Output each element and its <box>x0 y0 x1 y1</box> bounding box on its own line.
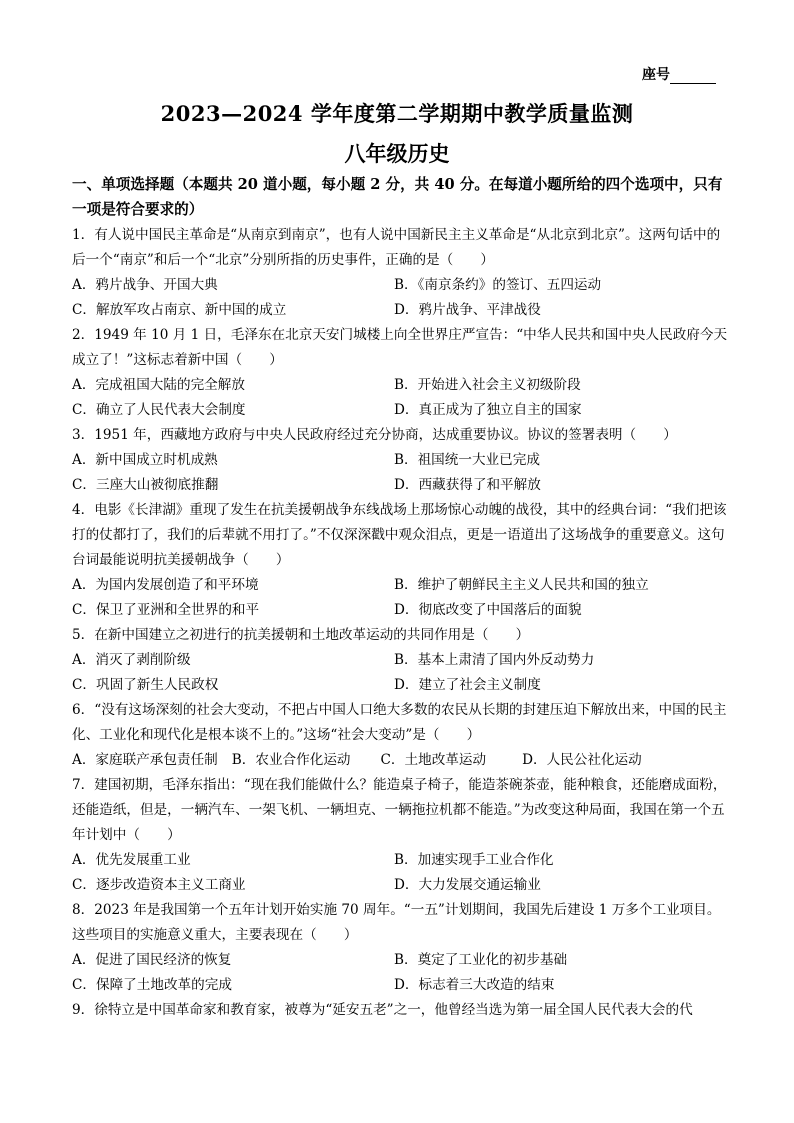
question-text: 2．1949 年 10 月 1 日，毛泽东在北京天安门城楼上向全世界庄严宣告：“中华人民共和国中央人民政府今天成立了！”这标志着新中国（ ） <box>72 327 728 368</box>
option-a: A．新中国成立时机成熟 <box>72 452 218 468</box>
option-c: C．保障了土地改革的完成 <box>72 977 232 993</box>
option-c: C．确立了人民代表大会制度 <box>72 402 246 418</box>
option-c: C．逐步改造资本主义工商业 <box>72 877 246 893</box>
option-b: B．农业合作化运动 <box>231 752 351 768</box>
option-d: D．建立了社会主义制度 <box>394 677 541 693</box>
options <box>72 748 732 773</box>
option-a: A．促进了国民经济的恢复 <box>72 952 232 968</box>
option-c: C．保卫了亚洲和全世界的和平 <box>72 602 260 618</box>
option-a: A．为国内发展创造了和平环境 <box>72 577 259 593</box>
question-text: 3．1951 年，西藏地方政府与中央人民政府经过充分协商，达成重要协议。协议的签署表明（ ） <box>72 427 677 443</box>
options <box>72 848 732 898</box>
seat-number-blank[interactable] <box>670 69 716 84</box>
seat-number-field <box>642 64 716 84</box>
options <box>72 273 732 323</box>
seat-number-label: 座号 <box>642 67 670 83</box>
option-b: B．基本上肃清了国内外反动势力 <box>394 652 595 668</box>
question-1 <box>72 223 732 323</box>
question-9 <box>72 998 732 1023</box>
option-d: D．人民公社化运动 <box>522 752 642 768</box>
question-3 <box>72 423 732 498</box>
options <box>72 948 732 998</box>
question-text: 5．在新中国建立之初进行的抗美援朝和土地改革运动的共同作用是（ ） <box>72 627 530 643</box>
exam-title: 2023—2024 学年度第二学期期中教学质量监测 <box>160 101 634 126</box>
question-6 <box>72 698 732 773</box>
option-c: C．解放军攻占南京、新中国的成立 <box>72 302 287 318</box>
question-text: 1．有人说中国民主革命是“从南京到南京”，也有人说中国新民主主义革命是“从北京到北京”。这两句话中的后一个“南京”和后一个“北京”分别所指的历史事件，正确的是（ ） <box>72 227 721 268</box>
option-b: B．祖国统一大业已完成 <box>394 452 540 468</box>
exam-subject: 八年级历史 <box>344 141 450 166</box>
options <box>72 573 732 623</box>
option-a: A．优先发展重工业 <box>72 852 191 868</box>
exam-content <box>72 172 732 1023</box>
question-text: 7．建国初期，毛泽东指出：“现在我们能做什么？能造桌子椅子，能造茶碗茶壶，能种粮食，还能磨成面粉，还能造纸，但是，一辆汽车、一架飞机、一辆坦克、一辆拖拉机都不能造。”为改变这种局面，我国在第一个五年计划中（ ） <box>72 777 727 843</box>
question-text: 6．“没有这场深刻的社会大变动，不把占中国人口绝大多数的农民从长期的封建压迫下解放出来，中国的民主化、工业化和现代化是根本谈不上的。”这场“社会大变动”是（ ） <box>72 702 727 743</box>
question-7 <box>72 773 732 898</box>
question-text: 4．电影《长津湖》重现了发生在抗美援朝战争东线战场上那场惊心动魄的战役，其中的经典台词：“我们把该打的仗都打了，我们的后辈就不用打了。”不仅深深戳中观众泪点，更是一语道出了这场战争的重要意义。这句台词最能说明抗美援朝战争（ ） <box>72 502 727 568</box>
option-d: D．大力发展交通运输业 <box>394 877 541 893</box>
question-4 <box>72 498 732 623</box>
options <box>72 448 732 498</box>
option-d: D．彻底改变了中国落后的面貌 <box>394 602 582 618</box>
option-b: B．奠定了工业化的初步基础 <box>394 952 568 968</box>
option-c: C．三座大山被彻底推翻 <box>72 477 219 493</box>
option-d: D．真正成为了独立自主的国家 <box>394 402 582 418</box>
question-text: 8．2023 年是我国第一个五年计划开始实施 70 周年。“一五”计划期间，我国先后建设 1 万多个工业项目。这些项目的实施意义重大，主要表现在（ ） <box>72 902 721 943</box>
option-d: D．西藏获得了和平解放 <box>394 477 541 493</box>
option-c: C．巩固了新生人民政权 <box>72 677 219 693</box>
option-b: B．《南京条约》的签订、五四运动 <box>394 277 602 293</box>
option-a: A．完成祖国大陆的完全解放 <box>72 377 245 393</box>
options <box>72 648 732 698</box>
options <box>72 373 732 423</box>
question-5 <box>72 623 732 698</box>
option-d: D．标志着三大改造的结束 <box>394 977 555 993</box>
option-a: A．消灭了剥削阶级 <box>72 652 191 668</box>
option-b: B．开始进入社会主义初级阶段 <box>394 377 581 393</box>
option-a: A．鸦片战争、开国大典 <box>72 277 218 293</box>
option-c: C．土地改革运动 <box>380 752 487 768</box>
question-2 <box>72 323 732 423</box>
option-a: A．家庭联产承包责任制 <box>72 752 218 768</box>
option-b: B．维护了朝鲜民主主义人民共和国的独立 <box>394 577 649 593</box>
question-8 <box>72 898 732 998</box>
option-d: D．鸦片战争、平津战役 <box>394 302 541 318</box>
option-b: B．加速实现手工业合作化 <box>394 852 554 868</box>
section-heading: 一、单项选择题（本题共 20 道小题，每小题 2 分，共 40 分。在每道小题所给的四个选项中，只有一项是符合要求的） <box>72 176 723 218</box>
question-text: 9．徐特立是中国革命家和教育家，被尊为“延安五老”之一，他曾经当选为第一届全国人民代表大会的代 <box>72 1002 693 1018</box>
